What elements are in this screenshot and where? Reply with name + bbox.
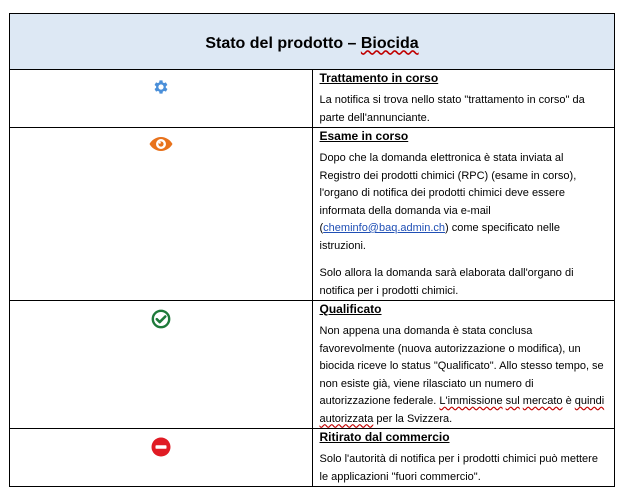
status-description — [320, 323, 607, 428]
text-cell — [312, 128, 615, 301]
spellcheck-word: autorizzata — [319, 412, 374, 425]
status-row-under-review — [10, 128, 615, 301]
spellcheck-word: L'immissione — [439, 395, 503, 407]
title-highlight: Biocida — [360, 34, 419, 52]
description-text: per la Svizzera. — [373, 412, 453, 425]
status-heading: Ritirato dal commercio — [319, 430, 450, 444]
icon-cell — [10, 301, 313, 429]
gear-icon — [152, 78, 170, 96]
table-header-row — [10, 14, 615, 70]
text-cell — [312, 301, 615, 429]
eye-icon — [149, 136, 173, 152]
title-prefix: Stato del prodotto – — [205, 34, 361, 52]
page-title — [205, 31, 418, 53]
status-description — [320, 150, 607, 255]
spellcheck-word: mercato — [522, 395, 563, 407]
table-header-cell — [10, 14, 615, 70]
status-description: Solo l'autorità di notifica per i prodotti chimici può mettere le applicazioni "fuori commercio". — [319, 453, 598, 483]
status-description-2: Solo allora la domanda sarà elaborata dall'organo di notifica per i prodotti chimici. — [319, 267, 574, 297]
status-heading: Esame in corso — [319, 129, 409, 143]
text-cell — [312, 429, 615, 487]
icon-cell — [10, 429, 313, 487]
check-circle-icon — [151, 309, 171, 329]
description-text: ) come specificato nelle istruzioni. — [319, 222, 560, 252]
icon-cell — [10, 128, 313, 301]
description-text: Non appena una domanda è stata conclusa favorevolmente (nuova autorizzazione o modifica), un biocida riceve lo status "Qualificato". Allo stesso tempo, se non esiste già, viene rilasciato un numero di autorizzazione federale. — [319, 325, 604, 407]
status-heading: Trattamento in corso — [319, 71, 439, 85]
status-row-withdrawn — [10, 429, 615, 487]
no-entry-icon — [151, 437, 171, 457]
description-text: Dopo che la domanda elettronica è stata inviata al Registro dei prodotti chimici (RPC) (esame in corso), l'organo di notifica dei prodotti chimici deve essere informata della domanda via e-mail ( — [319, 152, 577, 234]
email-link[interactable]: cheminfo@baq.admin.ch — [323, 222, 446, 234]
spellcheck-word: sul — [505, 395, 520, 407]
text-cell — [312, 70, 615, 128]
status-row-processing — [10, 70, 615, 128]
status-heading: Qualificato — [319, 302, 382, 316]
status-description: La notifica si trova nello stato "trattamento in corso" da parte dell'annunciante. — [319, 94, 585, 124]
description-text: è — [565, 395, 572, 407]
icon-cell — [10, 70, 313, 128]
status-row-qualified — [10, 301, 615, 429]
spellcheck-word: quindi — [574, 395, 605, 407]
